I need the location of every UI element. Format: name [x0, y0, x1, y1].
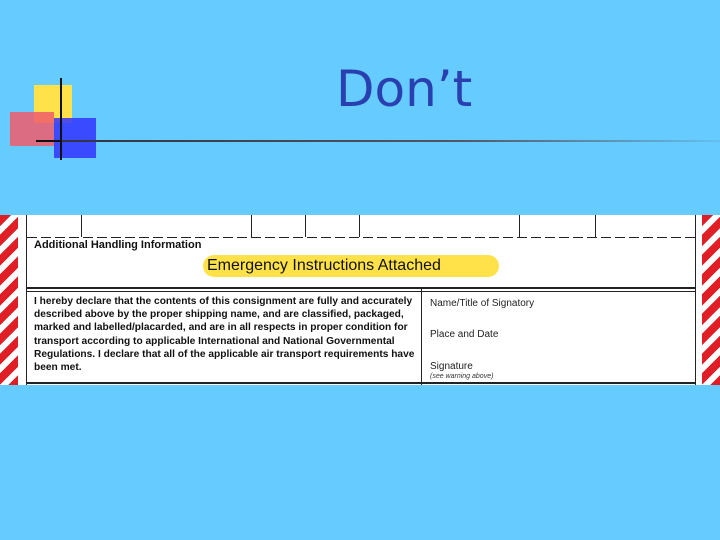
name-title-label: Name/Title of Signatory [430, 298, 535, 309]
logo-vertical-line [60, 78, 62, 160]
column-tick [251, 215, 252, 237]
form-bottom-border [27, 382, 695, 384]
place-date-label: Place and Date [430, 329, 499, 340]
additional-handling-label: Additional Handling Information [34, 239, 202, 251]
declaration-text: I hereby declare that the contents of this consignment are fully and accurately described above by the proper shipping name, and are classified, packaged, marked and labelled/placarded, and are in all respects in proper condition for transport according to applicable International and National Governmental Regulations. I declare that all of the applicable air transport requirements have been met. [34, 296, 415, 374]
column-tick [305, 215, 306, 237]
dangerous-goods-form-image [0, 215, 720, 385]
declaration-column-divider [421, 289, 422, 385]
hatched-border-right [702, 215, 720, 385]
signature-label: Signature [430, 361, 473, 372]
slide-title: Don’t [336, 60, 473, 118]
section-divider-thin [27, 291, 695, 292]
column-tick [519, 215, 520, 237]
column-tick [359, 215, 360, 237]
column-tick [595, 215, 596, 237]
emergency-instructions-text: Emergency Instructions Attached [207, 257, 441, 274]
section-divider [27, 287, 695, 289]
signature-note: (see warning above) [430, 373, 494, 380]
form-body [26, 215, 696, 385]
column-tick [81, 215, 82, 237]
hatched-border-left [0, 215, 18, 385]
dashed-row-line [27, 237, 695, 238]
slide-logo-decoration [0, 0, 110, 170]
title-underline [62, 140, 720, 142]
